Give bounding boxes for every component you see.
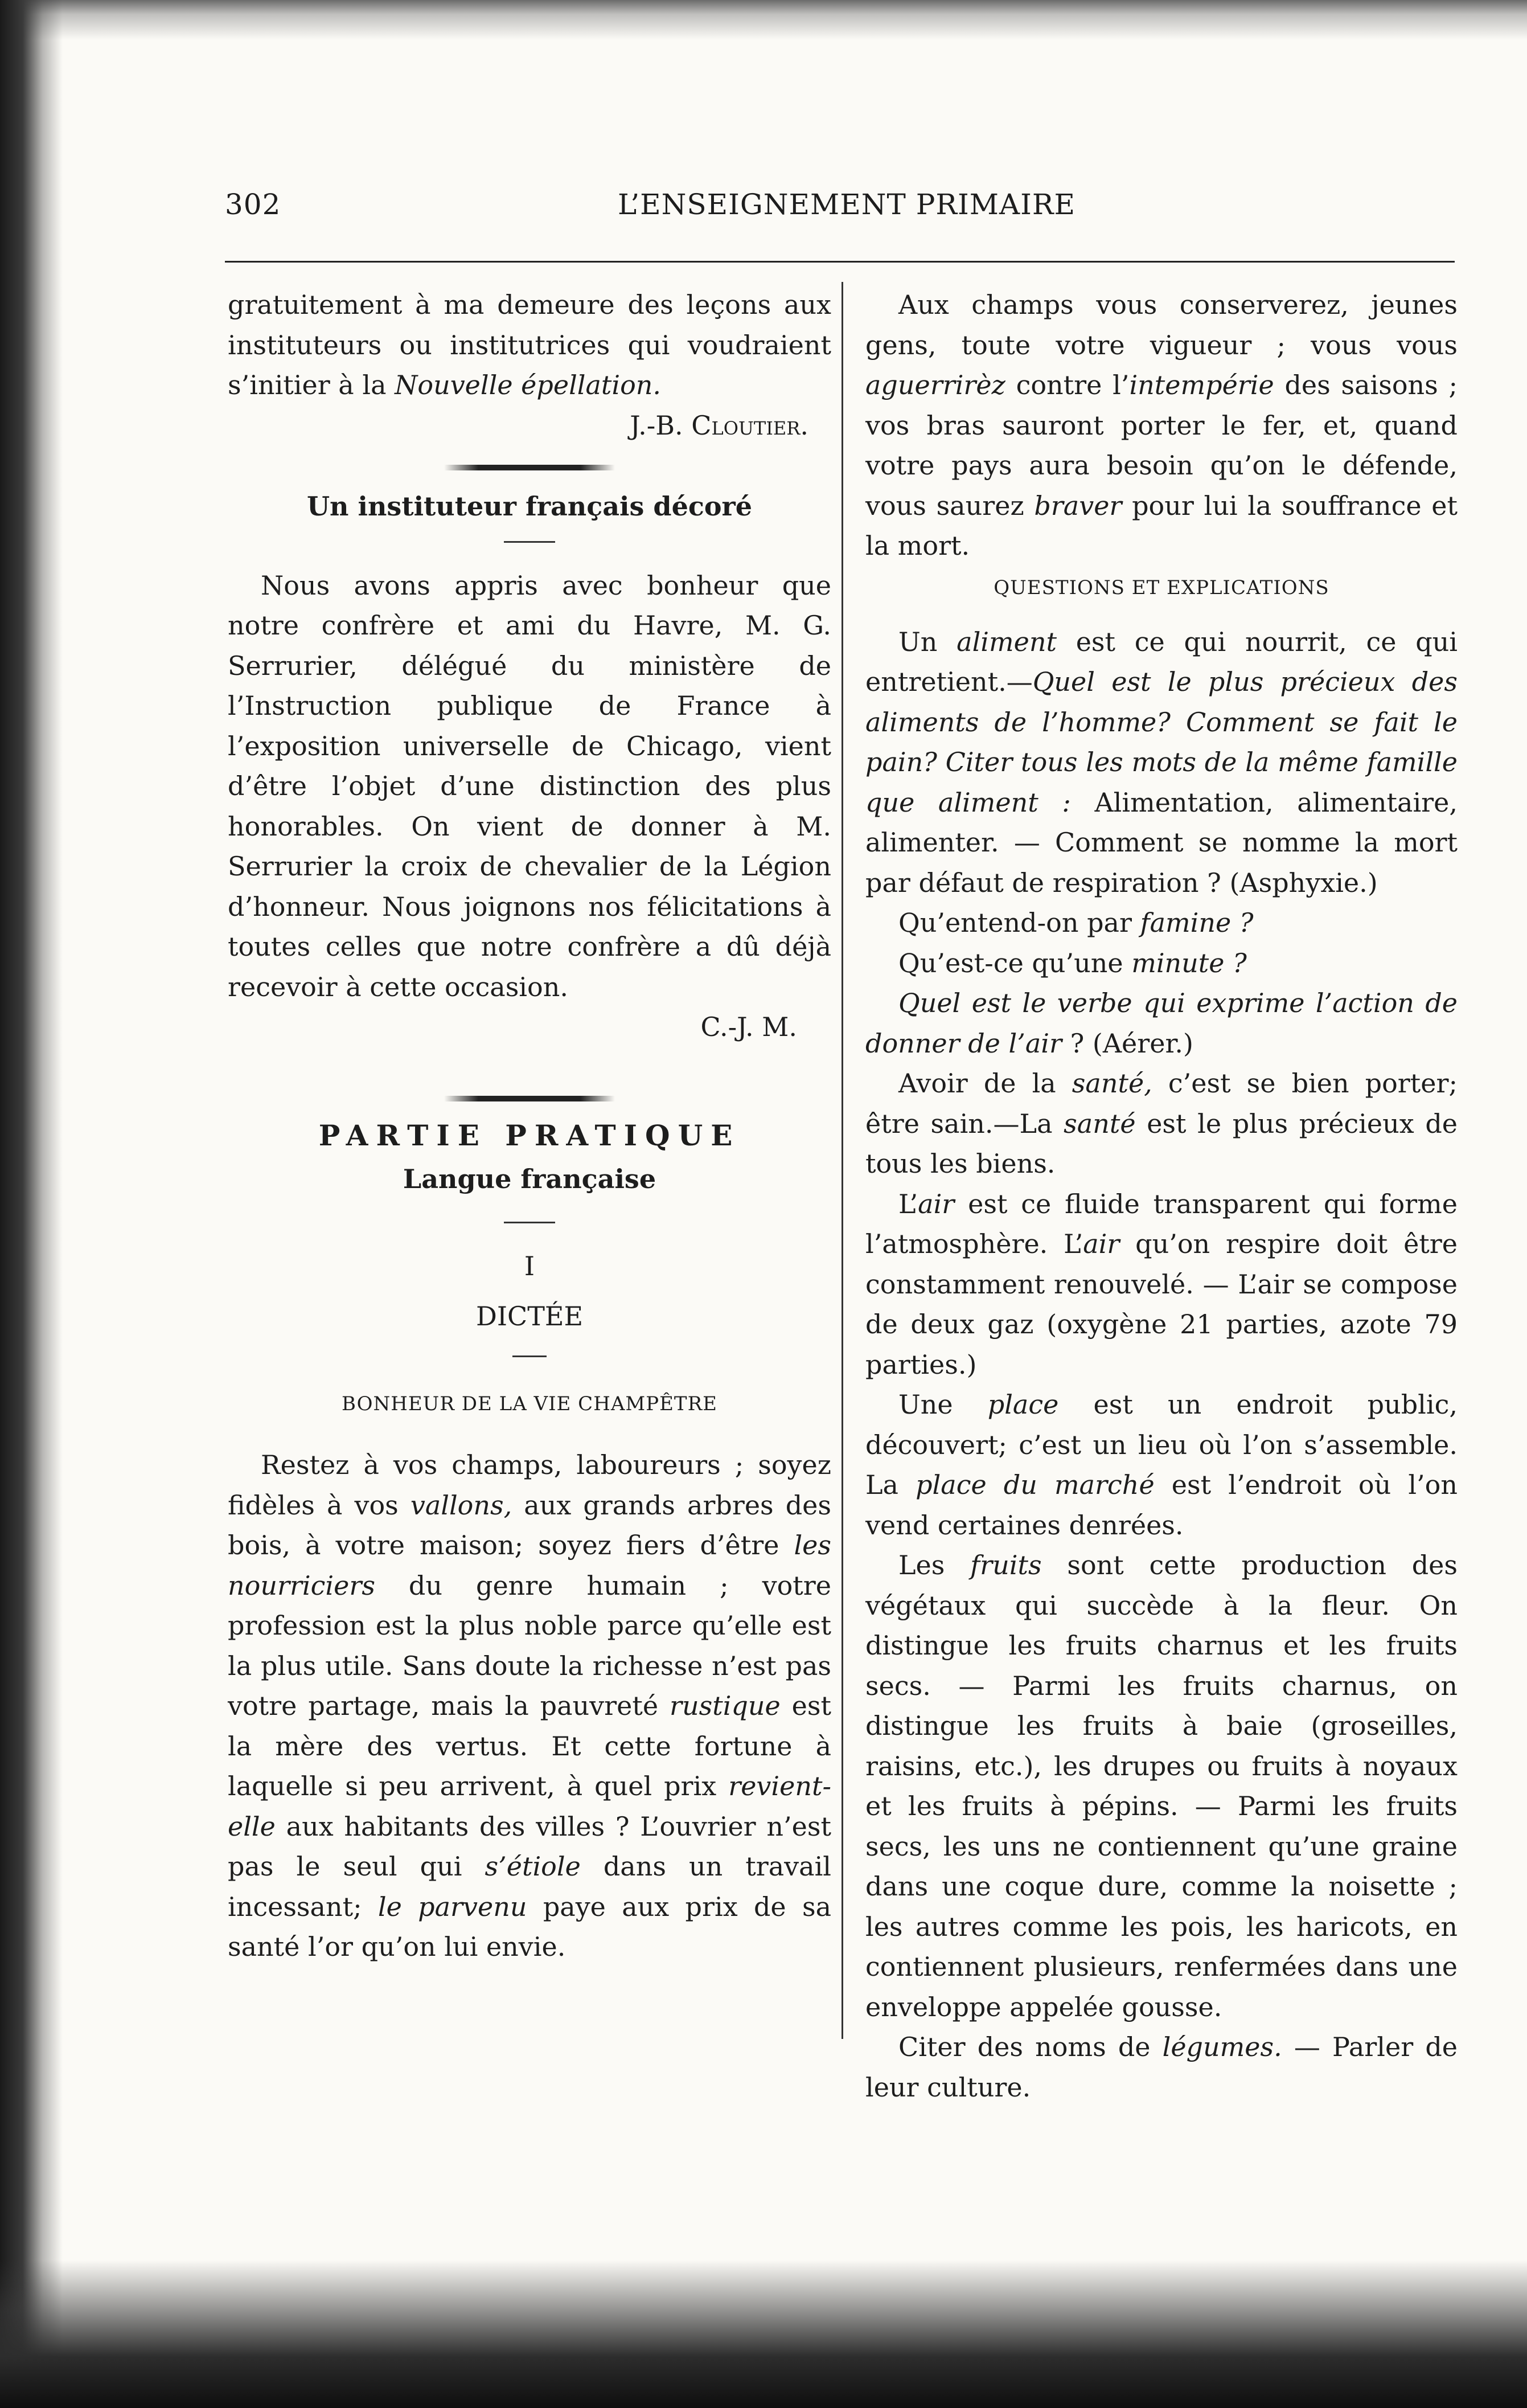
short-rule [512, 1355, 547, 1357]
paragraph-sante: Avoir de la santé, c’est se bien porter; être sain.—La santé est le plus précieux de tous les biens. [865, 1068, 1458, 1179]
header-rule [225, 261, 1455, 263]
page-top-shadow [0, 0, 1527, 40]
paragraph-air: L’air est ce fluide transparent qui forme l’atmosphère. L’air qu’on respire doit être constamment renouvelé. — L’air se compose de deux gaz (oxygène 21 parties, azote 79 parties.) [865, 1188, 1458, 1380]
questions-heading: QUESTIONS ET EXPLICATIONS [994, 576, 1329, 599]
short-rule [504, 1222, 555, 1223]
subsection-title: Langue française [403, 1164, 656, 1194]
running-title: L’ENSEIGNEMENT PRIMAIRE [618, 188, 1076, 221]
left-column [228, 285, 831, 1967]
paragraph-champs: Aux champs vous conserverez, jeunes gens, toute votre vigueur ; vous vous aguerrirèz contre l’intempérie des saisons ; vos bras sauront porter le fer, et, quand votre pays aura besoin qu’on le défende, vous saurez braver pour lui la souffrance et la mort. [865, 289, 1458, 561]
question-aerer: Quel est le verbe qui exprime l’action de donner de l’air ? (Aérer.) [865, 988, 1458, 1059]
right-column [865, 285, 1458, 2107]
page-bottom-shadow [0, 2260, 1527, 2408]
paragraph-place: Une place est un endroit public, découvert; c’est un lieu où l’on s’assemble. La place du marché est l’endroit où l’on vend certaines denrées. [865, 1389, 1458, 1541]
page-binding-shadow [0, 0, 63, 2408]
short-rule [504, 541, 555, 543]
question-minute: Qu’est-ce qu’une minute ? [898, 947, 1247, 978]
article-title-decore: Un instituteur français décoré [306, 490, 753, 522]
column-divider [842, 282, 843, 2039]
paragraph-dictee: Restez à vos champs, laboureurs ; soyez fidèles à vos vallons, aux grands arbres des bois, à votre maison; soyez fiers d’être les nourriciers du genre humain ; votre profession est la plus noble parce qu’elle est la plus utile. Sans doute la richesse n’est pas votre partage, mais la pauvreté rustique est la mère des vertus. Et cette fortune à laquelle si peu arrivent, à quel prix revient-elle aux habitants des villes ? L’ouvrier n’est pas le seul qui s’étiole dans un travail incessant; le parvenu paye aux prix de sa santé l’or qu’on lui envie. [228, 1449, 831, 1962]
paragraph-serrurier: Nous avons appris avec bonheur que notre confrère et ami du Havre, M. G. Serrurier, délégué du ministère de l’Instruction publique de France à l’exposition universelle de Chicago, vient d’être l’objet d’une distinction des plus honorables. On vient de donner à M. Serrurier la croix de chevalier de la Légion d’honneur. Nous joignons nos félicitations à toutes celles que notre confrère a dû déjà recevoir à cette occasion. [228, 570, 831, 1002]
ornament-divider [444, 465, 615, 470]
paragraph-fruits: Les fruits sont cette production des végétaux qui succède à la fleur. On distingue les fruits charnus et les fruits secs. — Parmi les fruits charnus, on distingue les fruits à baie (groseilles, raisins, etc.), les drupes ou fruits à noyaux et les fruits à pépins. — Parmi les fruits secs, les uns ne contiennent qu’une graine dans une coque dure, comme la noisette ; les autres comme les pois, les haricots, en contiennent plusieurs, renfermées dans une enveloppe appelée gousse. [865, 1550, 1458, 2022]
ornament-divider [444, 1096, 615, 1101]
paragraph-spelling-lessons: gratuitement à ma demeure des leçons aux instituteurs ou institutrices qui voudraient s’initier à la Nouvelle épellation. [228, 289, 831, 400]
signature-cjm: C.-J. M. [700, 1011, 797, 1042]
paragraph-legumes: Citer des noms de légumes. — Parler de leur culture. [865, 2032, 1458, 2103]
page-number: 302 [225, 188, 281, 221]
paragraph-aliment: Un aliment est ce qui nourrit, ce qui entretient.—Quel est le plus précieux des aliments de l’homme? Comment se fait le pain? Citer tous les mots de la même famille que aliment : Alimentation, alimentaire, alimenter. — Comment se nomme la mort par défaut de respiration ? (Asphyxie.) [865, 626, 1458, 898]
roman-numeral: I [524, 1251, 535, 1281]
signature-cloutier: J.-B. Cloutier. [630, 409, 808, 441]
dictee-title: BONHEUR DE LA VIE CHAMPÊTRE [341, 1393, 718, 1415]
dictee-heading: DICTÉE [475, 1301, 584, 1332]
question-famine: Qu’entend-on par famine ? [898, 907, 1254, 938]
running-header [225, 188, 1455, 234]
section-title-partie-pratique: PARTIE PRATIQUE [318, 1119, 741, 1152]
